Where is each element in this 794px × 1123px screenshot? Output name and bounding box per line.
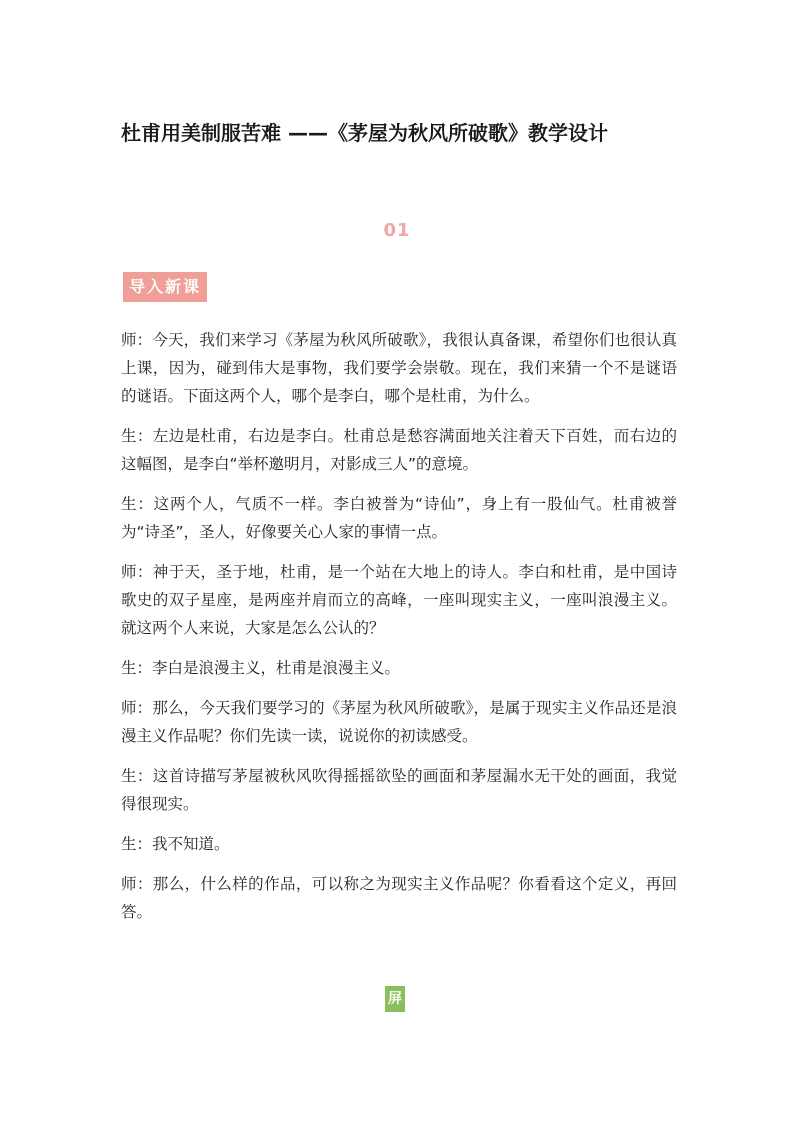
page-badge: 屏 (385, 986, 405, 1012)
paragraph: 生：这两个人，气质不一样。李白被誉为“诗仙”，身上有一股仙气。杜甫被誉为“诗圣”，圣人，好像要关心人家的事情一点。 (121, 495, 677, 541)
paragraph: 师：神于天，圣于地，杜甫，是一个站在大地上的诗人。李白和杜甫，是中国诗歌史的双子星座，是两座并肩而立的高峰，一座叫现实主义，一座叫浪漫主义。就这两个人来说，大家是怎么公认的？ (121, 563, 677, 637)
paragraph: 生：我不知道。 (121, 835, 230, 853)
paragraph: 师：那么，什么样的作品，可以称之为现实主义作品呢？你看看这个定义，再回答。 (121, 875, 677, 921)
section-number: 01 (383, 220, 411, 241)
paragraph: 师：那么，今天我们要学习的《茅屋为秋风所破歌》，是属于现实主义作品还是浪漫主义作品呢？你们先读一读，说说你的初读感受。 (121, 699, 677, 745)
body-text (121, 326, 677, 938)
document-title: 杜甫用美制服苦难 ——《茅屋为秋风所破歌》教学设计 (121, 121, 608, 145)
paragraph: 生：左边是杜甫，右边是李白。杜甫总是愁容满面地关注着天下百姓，而右边的这幅图，是李白“举杯邀明月，对影成三人”的意境。 (121, 427, 677, 473)
paragraph: 生：李白是浪漫主义，杜甫是浪漫主义。 (121, 659, 401, 677)
paragraph: 师：今天，我们来学习《茅屋为秋风所破歌》，我很认真备课，希望你们也很认真上课，因为，碰到伟大是事物，我们要学会崇敬。现在，我们来猜一个不是谜语的谜语。下面这两个人，哪个是李白，哪个是杜甫，为什么。 (121, 331, 677, 405)
section-tag: 导入新课 (123, 272, 207, 302)
paragraph: 生：这首诗描写茅屋被秋风吹得摇摇欲坠的画面和茅屋漏水无干处的画面，我觉得很现实。 (121, 767, 677, 813)
